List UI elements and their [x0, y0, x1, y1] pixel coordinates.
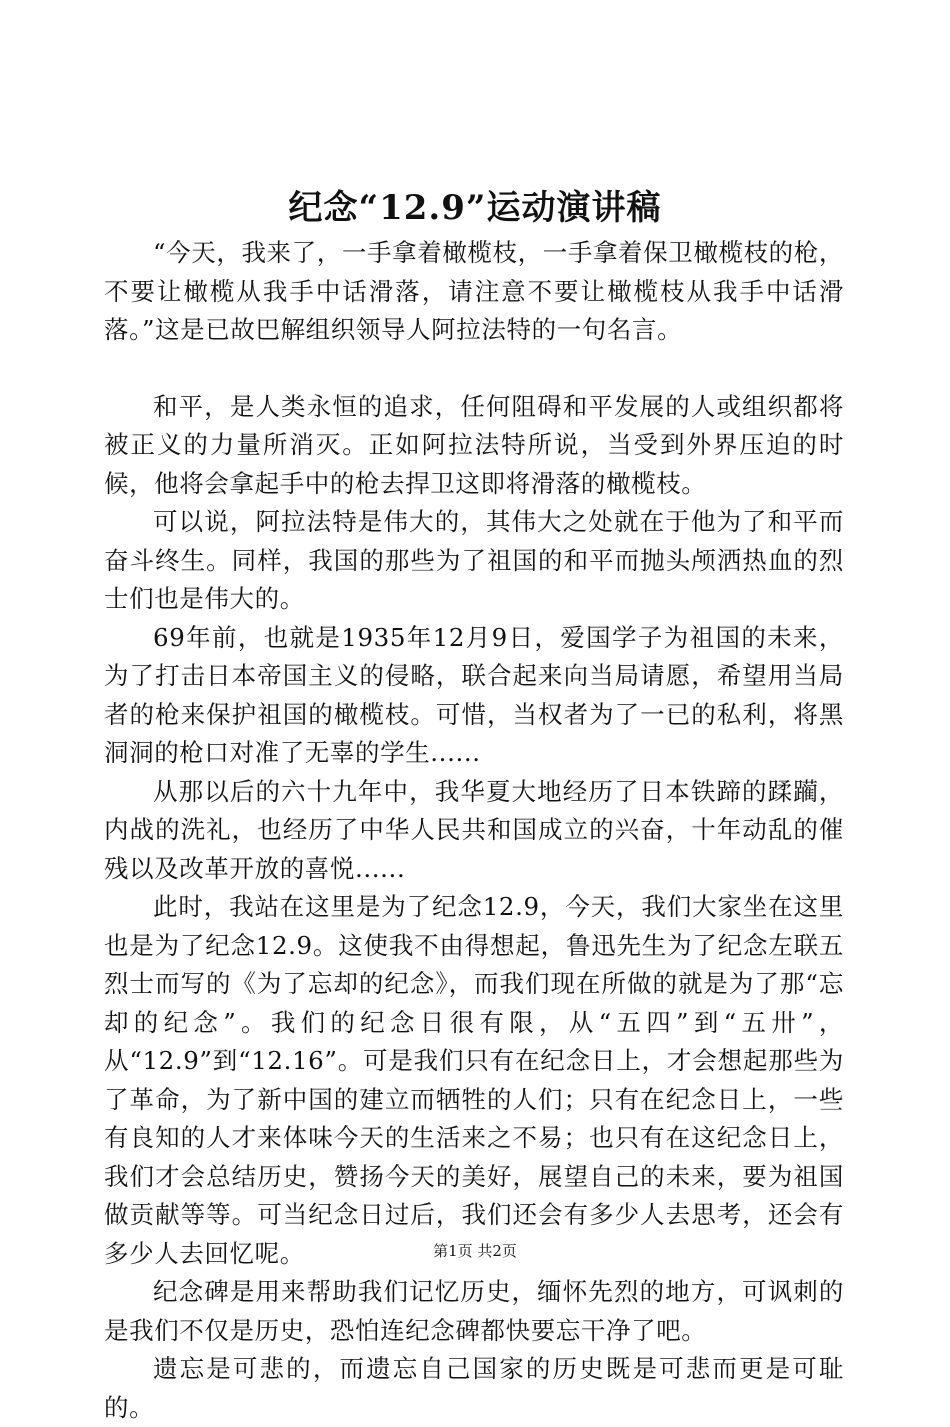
paragraph-quote: “今天，我来了，一手拿着橄榄枝，一手拿着保卫橄榄枝的枪，不要让橄榄从我手中话滑落，请注意不要让橄榄枝从我手中话滑落。”这是已故巴解组织领导人阿拉法特的一句名言。 — [104, 238, 844, 344]
paragraph: 69年前，也就是1935年12月9日，爱国学子为祖国的未来，为了打击日本帝国主义的侵略，联合起来向当局请愿，希望用当局者的枪来保护祖国的橄榄枝。可惜，当权者为了一已的私利，将黑洞洞的枪口对准了无辜的学生...... — [104, 622, 844, 767]
page-number: 第1页 共2页 — [433, 1242, 517, 1260]
paragraph: 可以说，阿拉法特是伟大的，其伟大之处就在于他为了和平而奋斗终生。同样，我国的那些为了祖国的和平而抛头颅洒热血的烈士们也是伟大的。 — [104, 507, 844, 613]
paragraph: 纪念碑是用来帮助我们记忆历史，缅怀先烈的地方，可讽刺的是我们不仅是历史，恐怕连纪念碑都快要忘干净了吧。 — [104, 1277, 844, 1345]
paragraph: 和平，是人类永恒的追求，任何阻碍和平发展的人或组织都将被正义的力量所消灭。正如阿拉法特所说，当受到外界压迫的时候，他将会拿起手中的枪去捍卫这即将滑落的橄榄枝。 — [104, 391, 844, 498]
paragraph: 遗忘是可悲的，而遗忘自己国家的历史既是可悲而更是可耻的。 — [104, 1354, 844, 1422]
paragraph: 此时，我站在这里是为了纪念12.9，今天，我们大家坐在这里也是为了纪念12.9。这使我不由得想起，鲁迅先生为了纪念左联五烈士而写的《为了忘却的纪念》，而我们现在所做的就是为了那“忘却的纪念”。我们的纪念日很有限，从“五四”到“五卅”，从“12.9”到“12.16”。可是我们只有在纪念日上，才会想起那些为了革命，为了新中国的建立而牺牲的人们；只有在纪念日上，一些有良知的人才来体味今天的生活来之不易；也只有在这纪念日上，我们才会总结历史，赞扬今天的美好，展望自己的未来，要为祖国做贡献等等。可当纪念日过后，我们还会有多少人去思考，还会有多少人去回忆呢。 — [104, 892, 844, 1268]
document-title: 纪念“12.9”运动演讲稿 — [288, 188, 662, 228]
paragraph: 从那以后的六十九年中，我华夏大地经历了日本铁蹄的蹂躏，内战的洗礼，也经历了中华人民共和国成立的兴奋，十年动乱的催残以及改革开放的喜悦...... — [104, 776, 844, 883]
